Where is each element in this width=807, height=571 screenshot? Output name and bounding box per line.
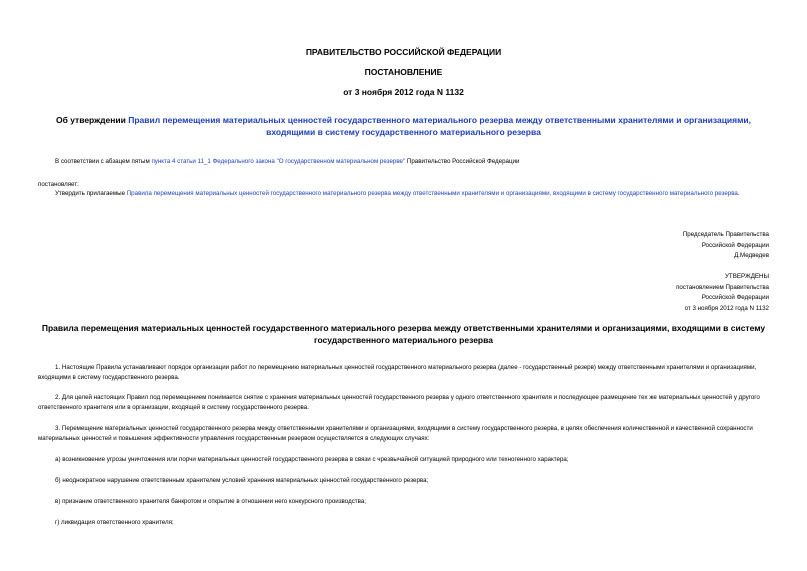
document-type-heading: ПОСТАНОВЛЕНИЕ xyxy=(364,67,443,77)
signature-name: Д.Медведев xyxy=(734,252,769,259)
law-reference-link[interactable]: пункта 4 статьи 11_1 Федерального закона "О государственном материальном резерве" xyxy=(151,158,406,165)
intro-paragraph xyxy=(38,157,768,167)
rules-link[interactable]: Правила перемещения материальных ценностей государственного материального резерва между ответственными хранителями и организациями, входящими в систему государственного материального резерва xyxy=(126,190,738,197)
document-title-link[interactable]: Правил перемещения материальных ценностей государственного материального резерва между ответственными хранителями и организациями, входящими в систему государственного материального резерва xyxy=(128,115,751,137)
signature-block xyxy=(683,230,769,262)
resolves-paragraph xyxy=(38,189,768,199)
signature-position: Председатель Правительства xyxy=(682,231,769,238)
approval-by: постановлением Правительства xyxy=(676,283,769,291)
document-title xyxy=(40,114,767,138)
rules-paragraph-2: 2. Для целей настоящих Правил под перемещением понимается снятие с хранения материальных ценностей государственного резерва у одного ответственного хранителя и последующее размещение тех же материальных ценностей у другого ответственного хранителя или в организации, входящей в систему государственного резерва. xyxy=(38,394,760,411)
rules-case-c: в) признание ответственного хранителя банкротом и открытие в отношении него конкурсного производства; xyxy=(55,498,366,505)
resolves-text-before: Утвердить прилагаемые xyxy=(55,190,127,197)
approval-block xyxy=(676,272,769,314)
rules-paragraph-3: 3. Перемещение материальных ценностей государственного резерва между ответственными хранителями и организациями, входящими в систему государственного резерва, в целях обеспечения количественной и качественной сохранности материальных ценностей и повышения эффективности управления государственным резервом осуществляется в следующих случаях: xyxy=(38,425,753,442)
document-date-number: от 3 ноября 2012 года N 1132 xyxy=(343,87,464,97)
document-title-prefix: Об утверждении xyxy=(56,115,129,125)
rules-case-a: а) возникновение угрозы уничтожения или порчи материальных ценностей государственного резерва в связи с чрезвычайной ситуацией природного или техногенного характера; xyxy=(55,456,569,463)
intro-text-after: Правительство Российской Федерации xyxy=(405,158,520,165)
rules-case-d: г) ликвидация ответственного хранителя; xyxy=(55,519,174,526)
approval-status: УТВЕРЖДЕНЫ xyxy=(725,273,769,280)
resolves-label: постановляет: xyxy=(38,181,79,188)
rules-paragraph-1: 1. Настоящие Правила устанавливают порядок организации работ по перемещению материальных ценностей государственного материального резерва (далее - государственный резерв) между ответственными хранителями и организациями, входящими в систему государственного резерва. xyxy=(38,364,757,381)
approval-date: от 3 ноября 2012 года N 1132 xyxy=(684,304,769,312)
signature-country: Российской Федерации xyxy=(701,241,769,249)
resolves-text-after: . xyxy=(737,190,740,197)
approval-country: Российской Федерации xyxy=(701,294,769,301)
rules-case-b: б) неоднократное нарушение ответственным хранителем условий хранения материальных ценностей государственного резерва; xyxy=(55,477,429,484)
intro-text-before: В соответствии с абзацем пятым xyxy=(55,158,152,165)
rules-title: Правила перемещения материальных ценностей государственного материального резерва между ответственными хранителями и организациями, входящими в систему государственного материального резерва xyxy=(41,323,766,345)
government-heading: ПРАВИТЕЛЬСТВО РОССИЙСКОЙ ФЕДЕРАЦИИ xyxy=(305,47,502,57)
